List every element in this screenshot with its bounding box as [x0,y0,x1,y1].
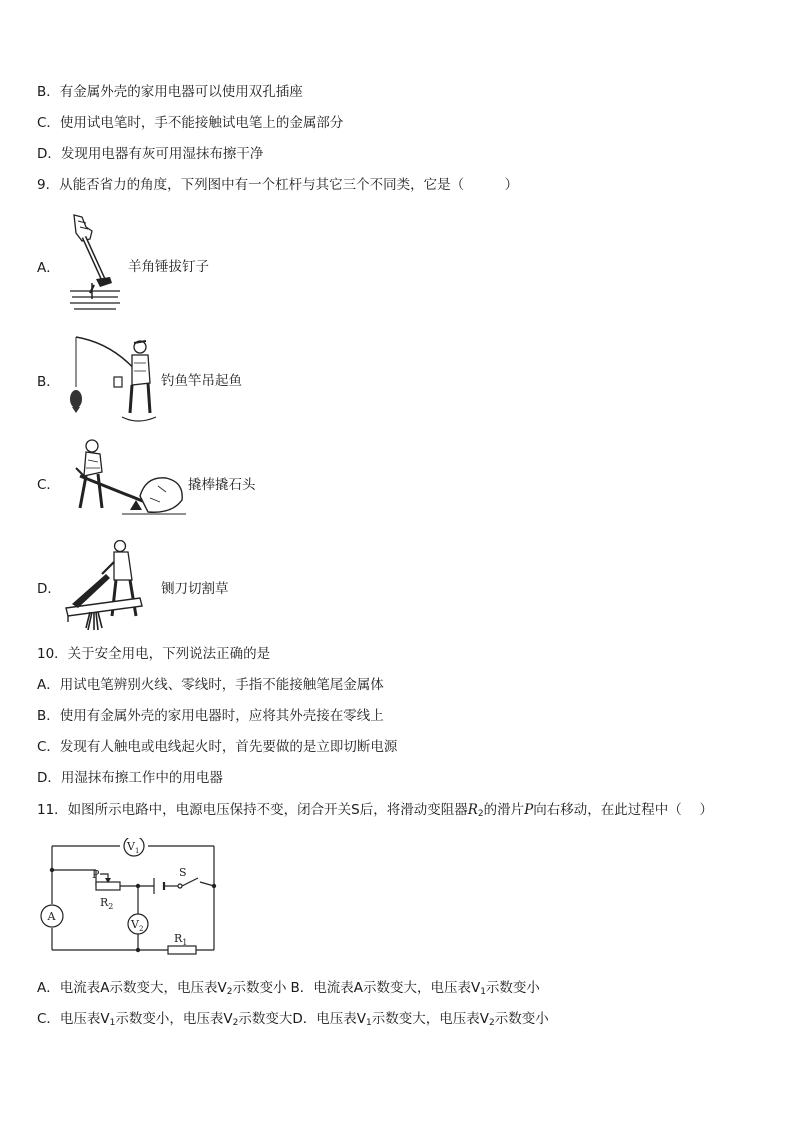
q10-option-b: B．使用有金属外壳的家用电器时，应将其外壳接在零线上 [37,708,384,724]
q11-option-b: B．电流表A示数变大，电压表$V_1$示数变小 [290,980,540,997]
voltmeter-v2-label: $V_2$ [131,918,144,933]
q9-option-b-caption: 钓鱼竿吊起鱼 [161,373,242,389]
r2-label: $R_2$ [100,896,114,911]
q10-stem: 10．关于安全用电，下列说法正确的是 [37,646,271,662]
claw-hammer-icon [66,213,124,313]
q11-options-cd [37,1010,549,1032]
q9-option-a-caption: 羊角锤拔钉子 [128,259,209,275]
switch-s-label: S [179,866,187,879]
q10-option-d: D．用湿抹布擦工作中的用电器 [37,770,223,786]
q10-option-c: C．发现有人触电或电线起火时，首先要做的是立即切断电源 [37,739,398,755]
q8-option-b: B．有金属外壳的家用电器可以使用双孔插座 [37,84,303,100]
q9-option-d-caption: 铡刀切割草 [161,581,229,597]
q11-options-ab [37,979,540,1001]
voltmeter-v1-label: $V_1$ [127,840,140,855]
q10-option-a: A．用试电笔辨别火线、零线时，手指不能接触笔尾金属体 [37,677,384,693]
hay-cutter-icon [62,540,158,632]
q9-option-d-letter: D． [37,581,61,597]
slider-p-label: P [92,868,100,881]
q9-option-c-letter: C． [37,477,60,493]
q11-option-d: D．电压表$V_1$示数变大，电压表$V_2$示数变小 [292,1011,549,1028]
circuit-diagram [40,838,220,956]
crowbar-icon [62,438,188,524]
q9-option-a-letter: A． [37,260,60,276]
q11-option-c: C．电压表$V_1$示数变小，电压表$V_2$示数变大 [37,1011,293,1028]
q11-option-a: A．电流表A示数变大，电压表$V_2$示数变小 [37,980,287,997]
q9-option-c-caption: 撬棒撬石头 [188,477,256,493]
q11-stem: 11．如图所示电路中，电源电压保持不变，闭合开关S后，将滑动变阻器$R_2$的滑片P向右移动，在此过程中（ ） [37,802,714,819]
fishing-rod-icon [62,333,158,425]
q9-stem: 9．从能否省力的角度，下列图中有一个杠杆与其它三个不同类，它是（ ） [37,177,519,193]
r1-label: $R_1$ [174,932,188,947]
q9-option-b-letter: B． [37,374,60,390]
ammeter-label: A [47,910,56,923]
q8-option-c: C．使用试电笔时，手不能接触试电笔上的金属部分 [37,115,344,131]
q8-option-d: D．发现用电器有灰可用湿抹布擦干净 [37,146,264,162]
